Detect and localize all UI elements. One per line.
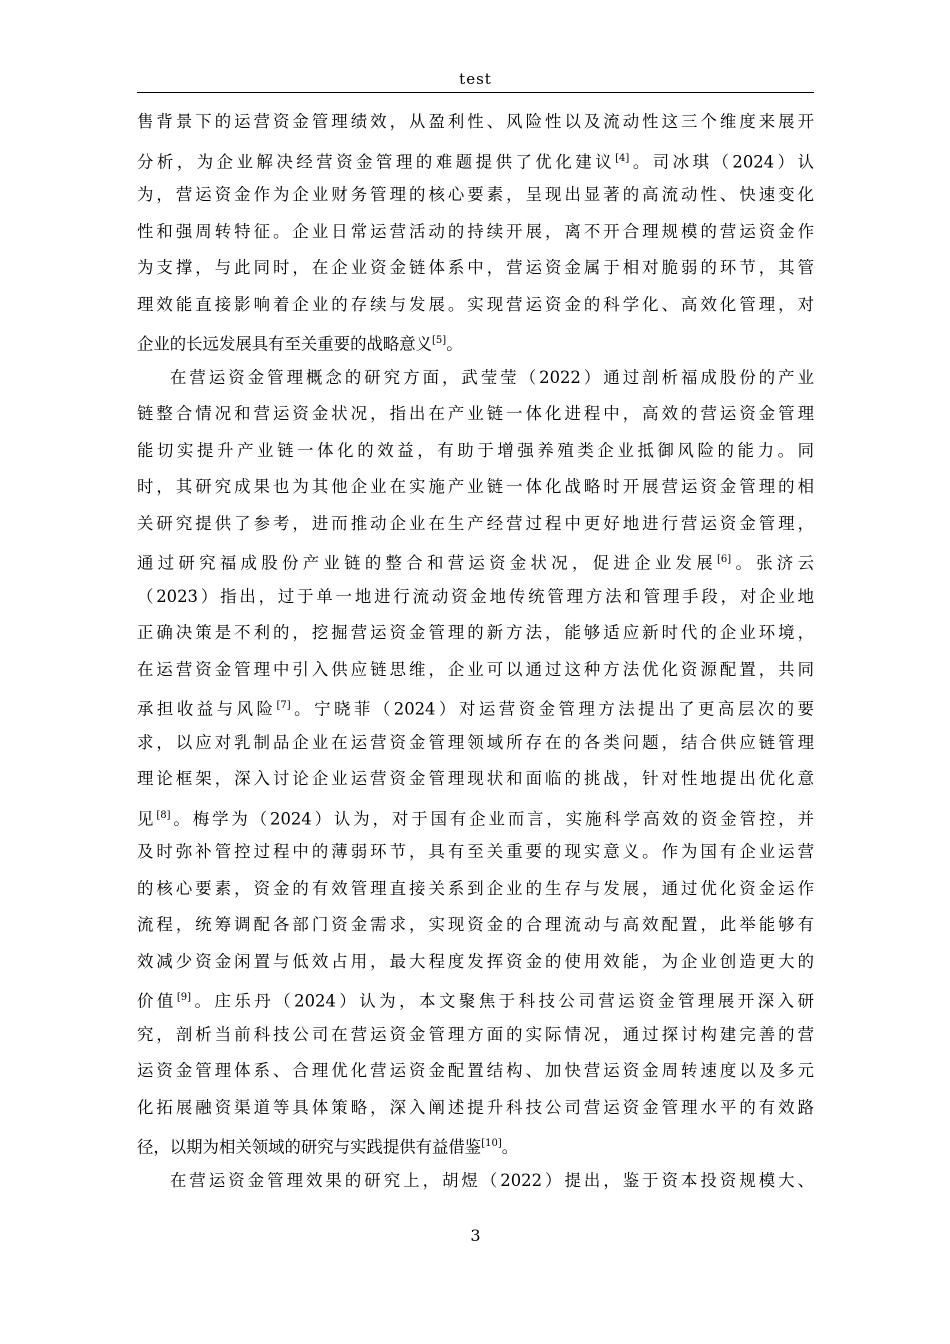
text-line: 企业的长远发展具有至关重要的战略意义[5]。 xyxy=(137,334,463,354)
text-line: 售背景下的运营资金管理绩效，从盈利性、风险性以及流动性这三个维度来展开 xyxy=(137,112,814,131)
text-line: 究，剖析当前科技公司在营运资金管理方面的实际情况，通过探讨构建完善的营 xyxy=(137,1024,814,1044)
paragraph xyxy=(137,104,814,360)
text-line: 为，营运资金作为企业财务管理的核心要素，呈现出显著的高流动性、快速变化 xyxy=(137,185,814,204)
text-line: 能切实提升产业链一体化的效益，有助于增强养殖类企业抵御风险的能力。同 xyxy=(137,440,814,460)
citation-marker: [10] xyxy=(481,1138,502,1149)
text-line: 价值[9]。庄乐丹（2024）认为，本文聚焦于科技公司营运资金管理展开深入研 xyxy=(137,991,814,1011)
citation-marker: [4] xyxy=(615,152,630,164)
citation-marker: [7] xyxy=(276,700,291,711)
text-line: 运资金管理体系、合理优化营运资金配置结构、加快营运资金周转速度以及多元 xyxy=(137,1061,814,1080)
text-line: 径，以期为相关领域的研究与实践提供有益借鉴[10]。 xyxy=(137,1137,519,1157)
citation-marker: [8] xyxy=(156,809,171,821)
text-line: 理论框架，深入讨论企业运营资金管理现状和面临的挑战，针对性地提出优化意 xyxy=(137,769,814,788)
text-line: （2023）指出，过于单一地进行流动资金地传统管理方法和管理手段，对企业地 xyxy=(137,586,814,606)
text-line: 时，其研究成果也为其他企业在实施产业链一体化战略时开展营运资金管理的相 xyxy=(137,477,814,496)
text-line: 效减少资金闲置与低效占用，最大程度发挥资金的使用效能，为企业创造更大的 xyxy=(137,951,814,971)
text-line: 承担收益与风险[7]。宁晓菲（2024）对运营资金管理方法提出了更高层次的要 xyxy=(137,699,814,719)
text-line: 关研究提供了参考，进而推动企业在生产经营过程中更好地进行营运资金管理， xyxy=(137,513,814,533)
text-line: 求，以应对乳制品企业在运营资金管理领域所存在的各类问题，结合供应链管理 xyxy=(137,732,814,752)
document-body xyxy=(137,104,814,1199)
text-line: 见[8]。梅学为（2024）认为，对于国有企业而言，实施科学高效的资金管控，并 xyxy=(137,808,814,828)
citation-marker: [6] xyxy=(716,554,732,565)
text-line: 流程，统筹调配各部门资金需求，实现资金的合理流动与高效配置，此举能够有 xyxy=(137,915,814,934)
text-line: 及时弥补管控过程中的薄弱环节，具有至关重要的现实意义。作为国有企业运营 xyxy=(137,842,814,861)
text-line: 理效能直接影响着企业的存续与发展。实现营运资金的科学化、高效化管理，对 xyxy=(137,294,814,314)
text-line: 链整合情况和营运资金状况，指出在产业链一体化进程中，高效的营运资金管理 xyxy=(137,404,814,423)
text-line: 为支撑，与此同时，在企业资金链体系中，营运资金属于相对脆弱的环节，其管 xyxy=(137,258,814,277)
citation-marker: [9] xyxy=(176,992,192,1003)
page-number: 3 xyxy=(470,1226,481,1245)
text-line: 在营运资金管理概念的研究方面，武莹莹（2022）通过剖析福成股份的产业 xyxy=(170,367,814,387)
paragraph xyxy=(137,1163,814,1200)
text-line: 在营运资金管理效果的研究上，胡煜（2022）提出，鉴于资本投资规模大、 xyxy=(170,1170,814,1190)
text-line: 分析，为企业解决经营资金管理的难题提供了优化建议[4]。司冰琪（2024）认 xyxy=(137,151,814,171)
text-line: 在运营资金管理中引入供应链思维，企业可以通过这种方法优化资源配置，共同 xyxy=(137,659,814,679)
citation-marker: [5] xyxy=(432,335,447,346)
text-line: 通过研究福成股份产业链的整合和营运资金状况，促进企业发展[6]。张济云 xyxy=(137,553,814,573)
page-header: test xyxy=(459,70,492,88)
text-line: 正确决策是不利的，挖掘营运资金管理的新方法，能够适应新时代的企业环境， xyxy=(137,623,814,642)
text-line: 的核心要素，资金的有效管理直接关系到企业的生存与发展，通过优化资金运作 xyxy=(137,878,814,898)
paragraph xyxy=(137,360,814,1163)
text-line: 性和强周转特征。企业日常运营活动的持续开展，离不开合理规模的营运资金作 xyxy=(137,221,814,241)
text-line: 化拓展融资渠道等具体策略，深入阐述提升科技公司营运资金管理水平的有效路 xyxy=(137,1097,814,1117)
header-rule xyxy=(137,92,814,93)
